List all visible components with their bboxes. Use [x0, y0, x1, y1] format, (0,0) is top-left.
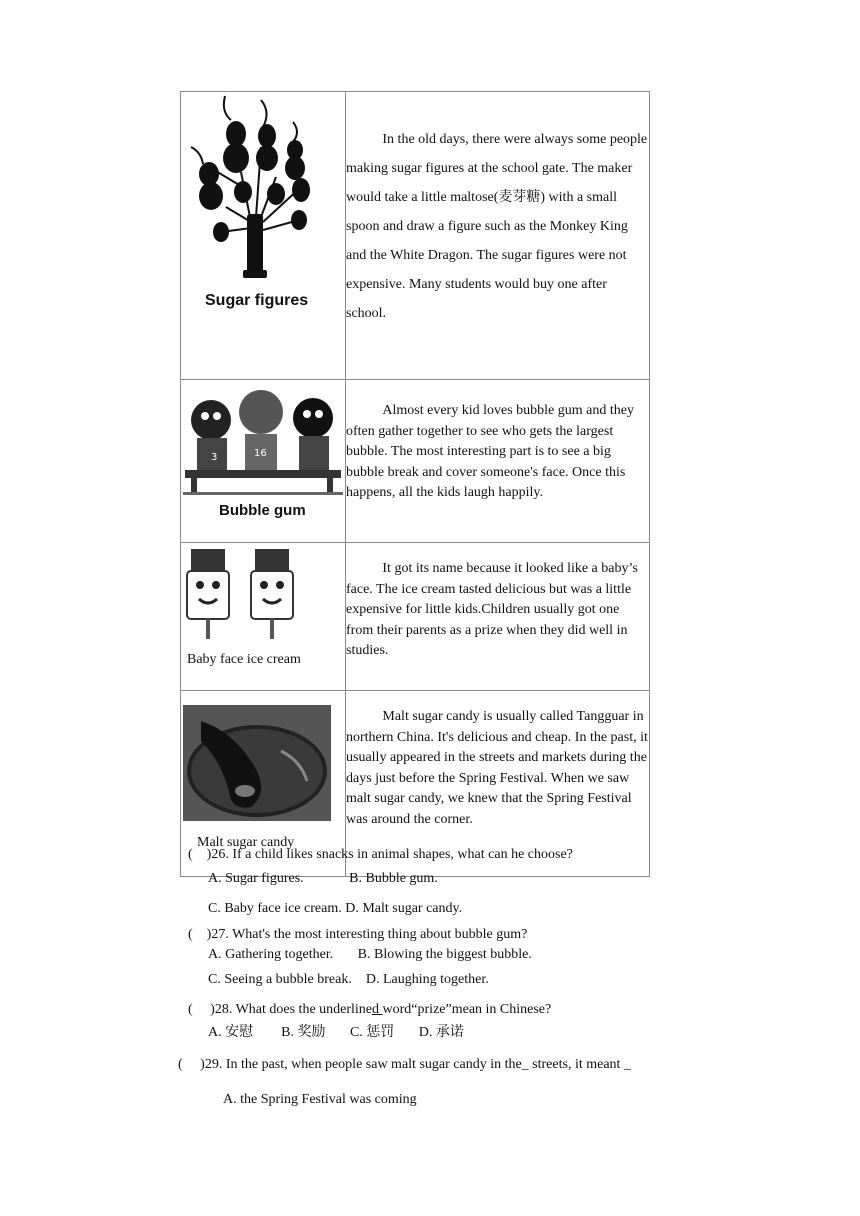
- question-27-options-line1: A. Gathering together. B. Blowing the biggest bubble.: [208, 947, 532, 962]
- question-28-stem-start: ( )28. What does the underline: [188, 1002, 373, 1017]
- baby-face-ice-cream-paragraph: It got its name because it looked like a baby’s face. The ice cream tasted delicious but was a little expensive for little kids.Children usually got one from their parents as a prize when they did well in studies.: [346, 561, 638, 658]
- jersey-number-3: 3: [211, 452, 218, 463]
- baby-face-ice-cream-caption: Baby face ice cream: [187, 652, 301, 667]
- sugar-figures-cell: [181, 92, 346, 380]
- bubble-gum-cell: [181, 380, 346, 543]
- malt-sugar-candy-caption: Malt sugar candy: [197, 835, 295, 850]
- bubble-gum-paragraph: Almost every kid loves bubble gum and they often gather together to see who gets the largest bubble. The most interesting part is to see a big bubble break and cover someone's face. Once this happens, all the kids laugh happily.: [346, 403, 634, 500]
- malt-sugar-candy-paragraph: Malt sugar candy is usually called Tangguar in northern China. It's delicious and cheap. In the past, it usually appeared in the streets and markets during the days just before the Spring Festival. When we saw malt sugar candy, we knew that the Spring Festival was around the corner.: [346, 709, 648, 827]
- baby-face-ice-cream-text-cell: [346, 543, 650, 691]
- question-27-stem: ( )27. What's the most interesting thing about bubble gum?: [188, 927, 528, 942]
- question-29-stem: ( )29. In the past, when people saw malt sugar candy in the_ streets, it meant _: [178, 1057, 631, 1072]
- question-26-options-line1: A. Sugar figures. B. Bubble gum.: [208, 871, 438, 886]
- question-28-options: A. 安慰 B. 奖励 C. 惩罚 D. 承诺: [208, 1025, 464, 1040]
- bubble-gum-text-cell: [346, 380, 650, 543]
- reading-table: [180, 91, 650, 877]
- question-29-option-a: A. the Spring Festival was coming: [223, 1092, 417, 1107]
- question-28-underlined-fragment: d: [372, 1002, 383, 1017]
- bubble-gum-image: [181, 380, 345, 521]
- bubble-gum-caption: Bubble gum: [219, 502, 306, 519]
- question-26-options-line2: C. Baby face ice cream. D. Malt sugar candy.: [208, 901, 463, 916]
- sugar-figures-caption: Sugar figures: [205, 292, 309, 309]
- question-28-stem-end: word“prize”mean in Chinese?: [382, 1002, 552, 1017]
- question-27-options-line2: C. Seeing a bubble break. D. Laughing together.: [208, 972, 489, 987]
- sugar-figures-text-cell: [346, 92, 650, 380]
- question-26-stem: ( )26. If a child likes snacks in animal shapes, what can he choose?: [188, 847, 573, 862]
- jersey-number-16: 16: [254, 448, 267, 459]
- baby-face-ice-cream-cell: [181, 543, 346, 691]
- question-28-stem: [188, 1002, 551, 1018]
- sugar-figures-paragraph: In the old days, there were always some people making sugar figures at the school gate. The maker would take a little maltose(麦芽糖) with a small spoon and draw a figure such as the Monkey King and the White Dragon. The sugar figures were not expensive. Many students would buy one after school.: [346, 132, 648, 321]
